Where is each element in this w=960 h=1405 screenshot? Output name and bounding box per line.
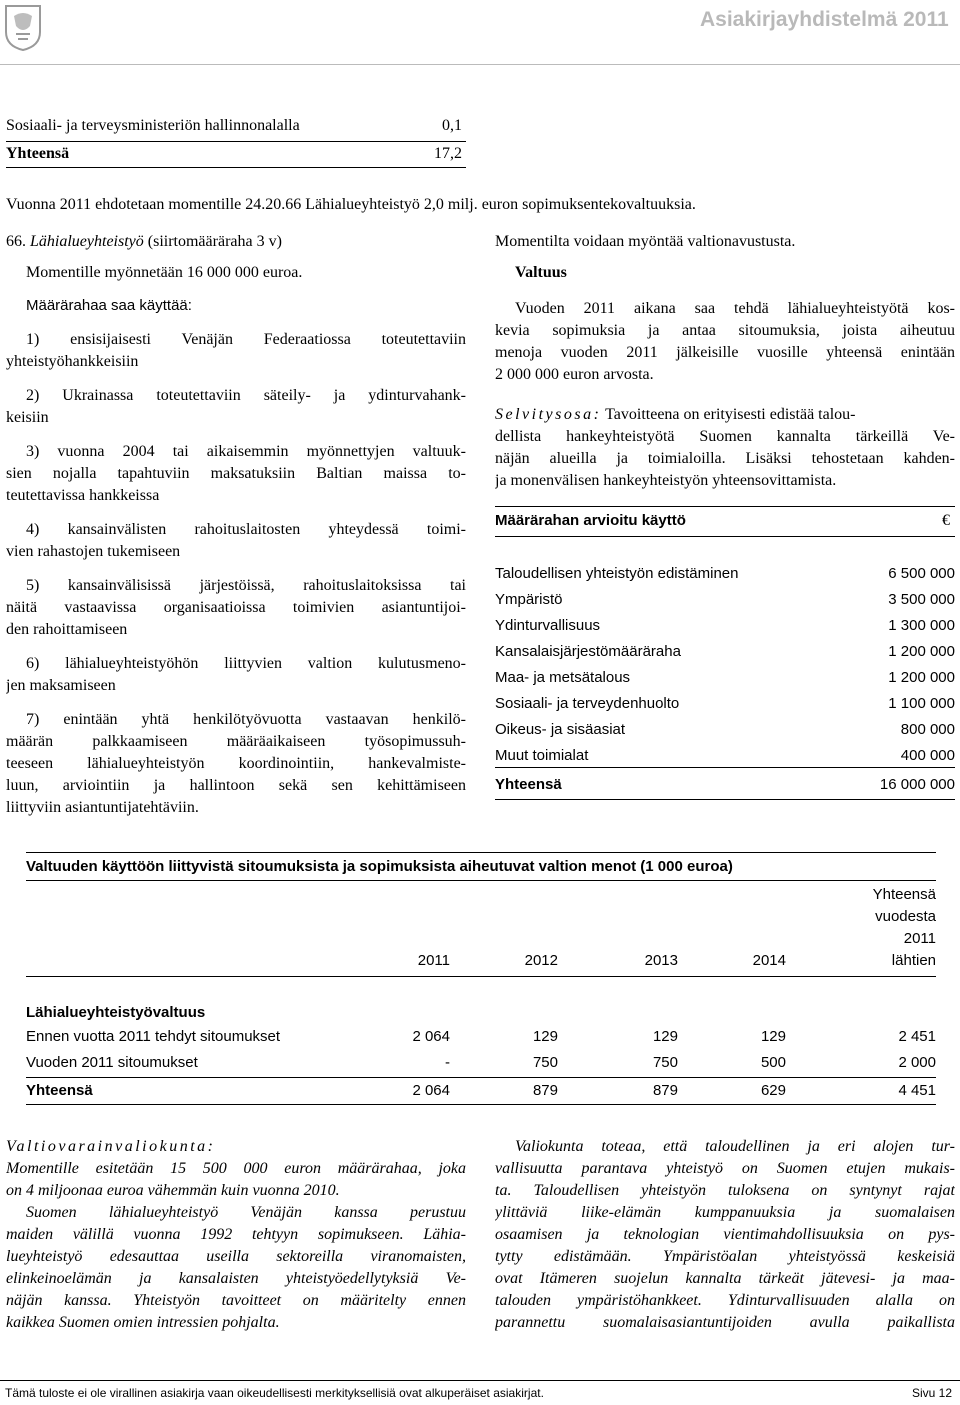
explanation-label: Selvitysosa: bbox=[495, 406, 602, 423]
total-column-header: vuodesta bbox=[875, 908, 936, 925]
usage-value: 6 500 000 bbox=[888, 565, 955, 582]
committee-line: näjän kanssa. Yhteistyön tavoitteet on määritelty ennen bbox=[6, 1292, 466, 1309]
usage-value: 3 500 000 bbox=[888, 591, 955, 608]
usage-item-line: luun, arviointiin ja hallintoon sekä sen kehittämiseen bbox=[6, 777, 466, 794]
explanation-line: näjän alueilla ja toimialoilla. Lisäksi tehostetaan kahden- bbox=[495, 450, 955, 467]
usage-table-rule bbox=[495, 536, 955, 537]
commitments-total-row bbox=[26, 1082, 936, 1102]
usage-label: Ympäristö bbox=[495, 591, 563, 608]
row-label: Yhteensä bbox=[26, 1082, 93, 1099]
usage-item-line: määrän palkkaamiseen määräaikaiseen työsopimussuh- bbox=[6, 733, 466, 750]
usage-item-line: vien rahastojen tukemiseen bbox=[6, 543, 181, 560]
usage-item-line: sien nojalla tapahtuviin maksatuksiin Baltian maissa to- bbox=[6, 465, 466, 482]
usage-item-line: liittyviin asiantuntijatehtäviin. bbox=[6, 799, 199, 816]
row-value: 500 bbox=[760, 1054, 786, 1071]
commitments-section: Lähialueyhteistyövaltuus bbox=[26, 1004, 206, 1021]
row-value: 750 bbox=[532, 1054, 558, 1071]
explanation-line: dellista hankeyhteistyötä Suomen kannalta tärkeillä Ve- bbox=[495, 428, 955, 445]
committee-line: ovat Itämeren suojelun kannalta tärkeät jätevesi- ja maa- bbox=[495, 1270, 955, 1287]
usage-value: 1 100 000 bbox=[888, 695, 955, 712]
row-value: 129 bbox=[760, 1028, 786, 1045]
footer-note: Tämä tuloste ei ole virallinen asiakirja vaan oikeudellisesti merkityksellisiä ovat alkuperäiset asiakirjat. bbox=[5, 1386, 544, 1400]
usage-item-line: 5) kansainvälisissä järjestöissä, rahoituslaitoksissa tai bbox=[26, 577, 466, 594]
usage-item-line: 1) ensisijaisesti Venäjän Federaatiossa toteutettaviin bbox=[26, 331, 466, 348]
row-value: 129 bbox=[652, 1028, 678, 1045]
usage-label: Maa- ja metsätalous bbox=[495, 669, 631, 686]
commitments-total-rule bbox=[26, 1077, 936, 1078]
committee-line: ylittäviä liike-elämän kumppanuuksia ja suomalaisen bbox=[495, 1204, 955, 1221]
section-heading bbox=[6, 233, 282, 251]
committee-line: Valiokunta toteaa, että taloudellinen ja eri alojen tur- bbox=[515, 1138, 955, 1155]
footer-rule bbox=[0, 1380, 960, 1381]
table-row bbox=[26, 1054, 936, 1074]
row-value: 2 064 bbox=[412, 1082, 450, 1099]
summary-value: 17,2 bbox=[434, 145, 462, 162]
usage-label: Yhteensä bbox=[495, 776, 562, 793]
usage-item-line: 3) vuonna 2004 tai aikaisemmin myönnettyjen valtuuk- bbox=[26, 443, 466, 460]
usage-label: Muut toimialat bbox=[495, 747, 589, 764]
usage-label: Kansalaisjärjestömääräraha bbox=[495, 643, 681, 660]
commitments-body bbox=[26, 1028, 936, 1108]
commitments-title: Valtuuden käyttöön liittyvistä sitoumuksista ja sopimuksista aiheutuvat valtion menot (1 000 euroa) bbox=[26, 858, 733, 875]
committee-line: Momentille esitetään 15 500 000 euron määrärahaa, joka bbox=[6, 1160, 466, 1177]
summary-label: Yhteensä bbox=[6, 145, 70, 162]
commitments-rule bbox=[26, 976, 936, 977]
usage-label: Sosiaali- ja terveydenhuolto bbox=[495, 695, 680, 712]
usage-label: Ydinturvallisuus bbox=[495, 617, 601, 634]
summary-label: Sosiaali- ja terveysministeriön hallinnonalalla bbox=[6, 117, 300, 134]
row-value: - bbox=[445, 1054, 450, 1071]
summary-value: 0,1 bbox=[442, 117, 462, 134]
column-header: 2011 bbox=[417, 952, 450, 969]
header-rule bbox=[0, 64, 960, 65]
usage-value: 1 200 000 bbox=[888, 643, 955, 660]
column-header: 2014 bbox=[752, 952, 786, 969]
row-value: 2 000 bbox=[898, 1054, 936, 1071]
committee-line: ta. Taloudellisen yhteistyön tuloksena on syntynyt rajat bbox=[495, 1182, 955, 1199]
row-label: Vuoden 2011 sitoumukset bbox=[26, 1054, 198, 1071]
document-title: Asiakirjayhdistelmä 2011 bbox=[700, 8, 949, 31]
committee-line: on 4 miljoonaa euroa vähemmän kuin vuonna 2010. bbox=[6, 1182, 340, 1199]
usage-table-rule bbox=[495, 506, 955, 507]
row-value: 129 bbox=[532, 1028, 558, 1045]
committee-line: osaamisen ja teknologian vientimahdollisuuksia on pys- bbox=[495, 1226, 955, 1243]
commitments-rule bbox=[26, 1104, 936, 1105]
usage-item-line: jen maksamiseen bbox=[6, 677, 116, 694]
row-value: 4 451 bbox=[898, 1082, 936, 1099]
usage-item-line: keisiin bbox=[6, 409, 49, 426]
section-type: (siirtomääräraha 3 v) bbox=[143, 233, 282, 250]
usage-value: 400 000 bbox=[900, 747, 955, 764]
committee-line: kaikkea Suomen omien intressien pohjalta. bbox=[6, 1314, 280, 1331]
committee-line: parannettu suomalaisasiantuntijoiden avulla paikallista bbox=[495, 1314, 955, 1331]
usage-value: 1 300 000 bbox=[888, 617, 955, 634]
explanation-text bbox=[495, 404, 955, 492]
section-number: 66. bbox=[6, 233, 26, 250]
row-label: Ennen vuotta 2011 tehdyt sitoumukset bbox=[26, 1028, 281, 1045]
summary-rule bbox=[6, 167, 466, 168]
commitments-rule bbox=[26, 880, 936, 881]
committee-left-text bbox=[6, 1136, 466, 1334]
column-header: 2012 bbox=[524, 952, 558, 969]
usage-value: 16 000 000 bbox=[879, 776, 955, 793]
usage-total-rule bbox=[495, 767, 955, 768]
usage-label: Oikeus- ja sisäasiat bbox=[495, 721, 626, 738]
authority-line: kevia sopimuksia ja antaa sitoumuksia, joista aiheutuu bbox=[495, 322, 955, 339]
explanation-first-text: Tavoitteena on erityisesti edistää talou- bbox=[601, 406, 856, 423]
committee-line: maiden välillä vuonna 1992 tehtyyn sopimukseen. Lähia- bbox=[6, 1226, 466, 1243]
table-row bbox=[26, 1028, 936, 1048]
usage-items bbox=[6, 329, 466, 819]
row-value: 2 064 bbox=[412, 1028, 450, 1045]
usage-item-line: 6) lähialueyhteistyöhön liittyvien valtion kulutusmeno- bbox=[26, 655, 466, 672]
usage-item-line: 2) Ukrainassa toteutettaviin säteily- ja ydinturvahank- bbox=[26, 387, 466, 404]
appropriation-text: Momentille myönnetään 16 000 000 euroa. bbox=[26, 264, 303, 281]
row-value: 879 bbox=[652, 1082, 678, 1099]
usage-item-line: näitä vastaavissa organisaatioissa toimivien asiantuntijoi- bbox=[6, 599, 466, 616]
total-column-header: lähtien bbox=[891, 952, 936, 969]
usage-intro: Määrärahaa saa käyttää: bbox=[26, 297, 192, 314]
explanation-line: ja monenvälisen hankeyhteistyön yhteensovittamista. bbox=[495, 472, 837, 489]
page-number: Sivu 12 bbox=[911, 1386, 952, 1400]
commitments-header bbox=[26, 884, 936, 974]
usage-item-line: teeseen lähialueyhteistyön koordinointiin, hankevalmiste- bbox=[6, 755, 466, 772]
authority-line: 2 000 000 euron arvosta. bbox=[495, 366, 654, 383]
committee-line: lueyhteistyö edesauttaa useilla sektoreilla viranomaisten, bbox=[6, 1248, 466, 1265]
usage-item-line: 4) kansainvälisten rahoituslaitosten yhteydessä toimi- bbox=[26, 521, 466, 538]
usage-label: Taloudellisen yhteistyön edistäminen bbox=[495, 565, 739, 582]
authority-heading: Valtuus bbox=[515, 264, 567, 281]
grant-text: Momentilta voidaan myöntää valtionavustusta. bbox=[495, 233, 796, 250]
committee-line: elinkeinoelämän ja kansalaisten yhteistyöedellytyksiä Ve- bbox=[6, 1270, 466, 1287]
usage-item-line: den rahoittamiseen bbox=[6, 621, 128, 638]
usage-value: 800 000 bbox=[900, 721, 955, 738]
usage-table-title: Määrärahan arvioitu käyttö bbox=[495, 512, 686, 529]
usage-table-unit: € bbox=[942, 512, 950, 529]
usage-table-body bbox=[495, 565, 955, 795]
committee-line: talouden ympäristöhankkeet. Ydinturvallisuuden alalla on bbox=[495, 1292, 955, 1309]
row-value: 629 bbox=[760, 1082, 786, 1099]
usage-item-line: yhteistyöhankkeisiin bbox=[6, 353, 139, 370]
total-column-header: Yhteensä bbox=[872, 886, 936, 903]
row-value: 2 451 bbox=[898, 1028, 936, 1045]
commitments-rule bbox=[26, 852, 936, 853]
usage-item-line: teutettavissa hankkeissa bbox=[6, 487, 160, 504]
row-value: 879 bbox=[532, 1082, 558, 1099]
committee-line: tytty edistämään. Ympäristöalan yhteistyössä keskeisiä bbox=[495, 1248, 955, 1265]
committee-right-text bbox=[495, 1136, 955, 1334]
row-value: 750 bbox=[652, 1054, 678, 1071]
authority-line: menoja vuoden 2011 jälkeisille vuosille yhteensä enintään bbox=[495, 344, 955, 361]
summary-rule bbox=[6, 141, 466, 142]
total-column-header: 2011 bbox=[903, 930, 936, 947]
committee-label: Valtiovarainvaliokunta: bbox=[6, 1138, 216, 1155]
coat-of-arms-icon bbox=[4, 4, 42, 52]
committee-line: Suomen lähialueyhteistyö Venäjän kanssa perustuu bbox=[26, 1204, 466, 1221]
section-title: Lähialueyhteistyö bbox=[30, 233, 144, 250]
usage-total-rule bbox=[495, 799, 955, 800]
explanation-line bbox=[495, 404, 955, 426]
intro-text: Vuonna 2011 ehdotetaan momentille 24.20.66 Lähialueyhteistyö 2,0 milj. euron sopimuksentekovaltuuksia. bbox=[6, 196, 696, 213]
authority-text bbox=[495, 298, 955, 386]
authority-line: Vuoden 2011 aikana saa tehdä lähialueyhteistyötä kos- bbox=[515, 300, 955, 317]
column-header: 2013 bbox=[644, 952, 678, 969]
usage-value: 1 200 000 bbox=[888, 669, 955, 686]
usage-item-line: 7) enintään yhtä henkilötyövuotta vastaavan henkilö- bbox=[26, 711, 466, 728]
committee-line: vallisuutta parantava yhteistyö on Suomen etujen mukais- bbox=[495, 1160, 955, 1177]
